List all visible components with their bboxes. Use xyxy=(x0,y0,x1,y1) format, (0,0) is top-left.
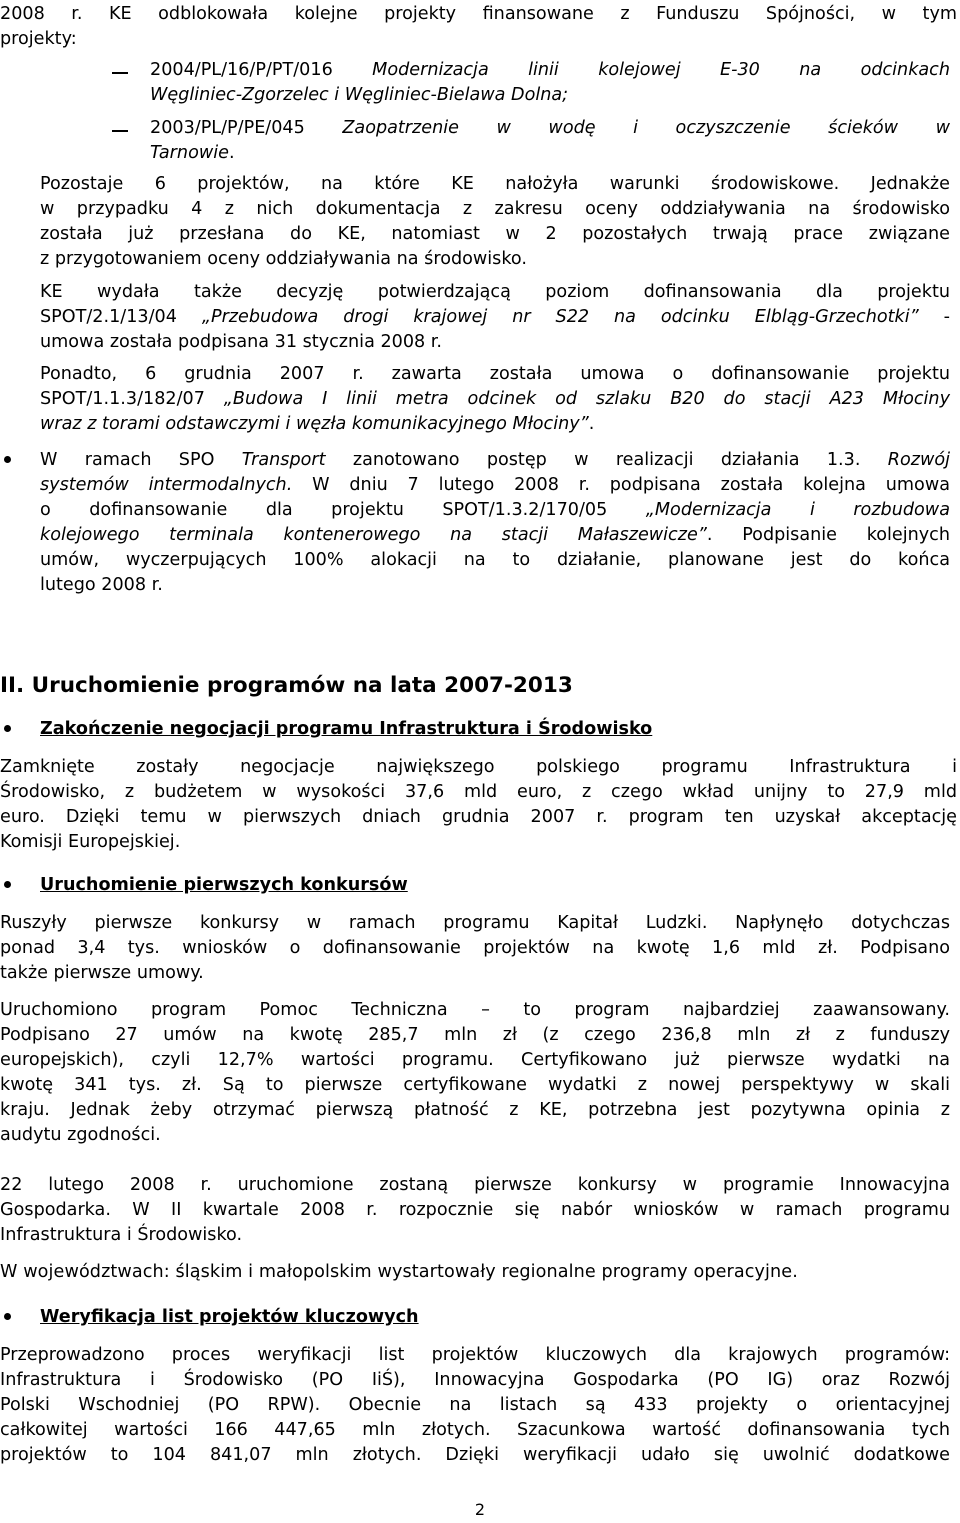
page-number: 2 xyxy=(474,1500,486,1519)
subsection-heading: Uruchomienie pierwszych konkursów xyxy=(40,875,408,895)
paragraph-line: Podpisano 27 umów na kwotę 285,7 mln zł (z czego 236,8 mln zł z funduszy xyxy=(0,1025,950,1045)
dash-bullet xyxy=(112,130,128,132)
list-item-project-1-cont: Węgliniec-Zgorzelec i Węgliniec-Bielawa Dolna; xyxy=(150,85,569,105)
paragraph-line: o dofinansowanie dla projektu SPOT/1.3.2/170/05 „Modernizacja i rozbudowa xyxy=(40,500,950,520)
paragraph-line: kolejowego terminala kontenerowego na stacji Małaszewicze”. Podpisanie kolejnych xyxy=(40,525,951,545)
paragraph-line: Zamknięte zostały negocjacje największego polskiego programu Infrastruktura i xyxy=(0,757,957,777)
paragraph-line: ponad 3,4 tys. wniosków o dofinansowanie projektów na kwotę 1,6 mld zł. Podpisano xyxy=(0,938,950,958)
paragraph-line: projekty: xyxy=(0,29,77,49)
bullet-icon xyxy=(4,456,11,463)
paragraph-line: całkowitej wartości 166 447,65 mln złotych. Szacunkowa wartość dofinansowania tych xyxy=(0,1420,950,1440)
paragraph-line: Przeprowadzono proces weryfikacji list projektów kluczowych dla krajowych programów: xyxy=(0,1345,950,1365)
paragraph-line: europejskich), czyli 12,7% wartości programu. Certyfikowano już pierwsze wydatki na xyxy=(0,1050,950,1070)
paragraph-line: umowa została podpisana 31 stycznia 2008 r. xyxy=(40,332,443,352)
paragraph-line: wraz z torami odstawczymi i węzła komunikacyjnego Młociny”. xyxy=(40,414,595,434)
paragraph-line: Uruchomiono program Pomoc Techniczna – to program najbardziej zaawansowany. xyxy=(0,1000,950,1020)
paragraph-line: z przygotowaniem oceny oddziaływania na środowisko. xyxy=(40,249,527,269)
paragraph-line: Środowisko, z budżetem w wysokości 37,6 mld euro, z czego wkład unijny to 27,9 mld xyxy=(0,782,957,802)
paragraph-line: SPOT/2.1/13/04 „Przebudowa drogi krajowej nr S22 na odcinku Elbląg-Grzechotki” - xyxy=(40,307,950,327)
paragraph-line: SPOT/1.1.3/182/07 „Budowa I linii metra odcinek od szlaku B20 do stacji A23 Młociny xyxy=(40,389,950,409)
bullet-icon xyxy=(4,1313,11,1320)
bullet-icon xyxy=(4,725,11,732)
list-item-project-2-cont: Tarnowie. xyxy=(150,143,235,163)
paragraph-line: Infrastruktura i Środowisko. xyxy=(0,1225,243,1245)
paragraph-line: Polski Wschodniej (PO RPW). Obecnie na listach są 433 projekty o orientacyjnej xyxy=(0,1395,950,1415)
paragraph-line: także pierwsze umowy. xyxy=(0,963,204,983)
paragraph-line: Pozostaje 6 projektów, na które KE nałożyła warunki środowiskowe. Jednakże xyxy=(40,174,950,194)
paragraph-line: systemów intermodalnych. W dniu 7 lutego 2008 r. podpisana została kolejna umowa xyxy=(40,475,950,495)
paragraph-line: została już przesłana do KE, natomiast w 2 pozostałych trwają prace związane xyxy=(40,224,950,244)
paragraph-line: euro. Dzięki temu w pierwszych dniach grudnia 2007 r. program ten uzyskał akceptację xyxy=(0,807,957,827)
bullet-icon xyxy=(4,881,11,888)
paragraph-line: 22 lutego 2008 r. uruchomione zostaną pierwsze konkursy w programie Innowacyjna xyxy=(0,1175,950,1195)
dash-bullet xyxy=(112,72,128,74)
subsection-heading: Weryfikacja list projektów kluczowych xyxy=(40,1307,419,1327)
paragraph-line: Gospodarka. W II kwartale 2008 r. rozpocznie się nabór wniosków w ramach programu xyxy=(0,1200,950,1220)
paragraph-line: W województwach: śląskim i małopolskim wystartowały regionalne programy operacyjne. xyxy=(0,1262,798,1282)
paragraph-line: Ruszyły pierwsze konkursy w ramach programu Kapitał Ludzki. Napłynęło dotychczas xyxy=(0,913,950,933)
paragraph-line: Ponadto, 6 grudnia 2007 r. zawarta została umowa o dofinansowanie projektu xyxy=(40,364,950,384)
subsection-heading: Zakończenie negocjacji programu Infrastruktura i Środowisko xyxy=(40,719,653,739)
list-item-project-1: 2004/PL/16/P/PT/016 Modernizacja linii kolejowej E-30 na odcinkach xyxy=(150,60,951,80)
paragraph-line: Komisji Europejskiej. xyxy=(0,832,181,852)
paragraph-line: KE wydała także decyzję potwierdzającą poziom dofinansowania dla projektu xyxy=(40,282,950,302)
paragraph-line: 2008 r. KE odblokowała kolejne projekty finansowane z Funduszu Spójności, w tym xyxy=(0,4,957,24)
paragraph-line: w przypadku 4 z nich dokumentacja z zakresu oceny oddziaływania na środowisko xyxy=(40,199,950,219)
paragraph-line: kraju. Jednak żeby otrzymać pierwszą płatność z KE, potrzebna jest pozytywna opinia z xyxy=(0,1100,950,1120)
paragraph-line: projektów to 104 841,07 mln złotych. Dzięki weryfikacji udało się uwolnić dodatkowe xyxy=(0,1445,950,1465)
paragraph-line: W ramach SPO Transport zanotowano postęp w realizacji działania 1.3. Rozwój xyxy=(40,450,950,470)
paragraph-line: umów, wyczerpujących 100% alokacji na to działanie, planowane jest do końca xyxy=(40,550,950,570)
section-heading: II. Uruchomienie programów na lata 2007-2013 xyxy=(0,673,573,698)
paragraph-line: Infrastruktura i Środowisko (PO IiŚ), Innowacyjna Gospodarka (PO IG) oraz Rozwój xyxy=(0,1370,950,1390)
paragraph-line: kwotę 341 tys. zł. Są to pierwsze certyfikowane wydatki z nowej perspektywy w skali xyxy=(0,1075,950,1095)
paragraph-line: lutego 2008 r. xyxy=(40,575,163,595)
paragraph-line: audytu zgodności. xyxy=(0,1125,161,1145)
list-item-project-2: 2003/PL/P/PE/045 Zaopatrzenie w wodę i oczyszczenie ścieków w xyxy=(150,118,950,138)
